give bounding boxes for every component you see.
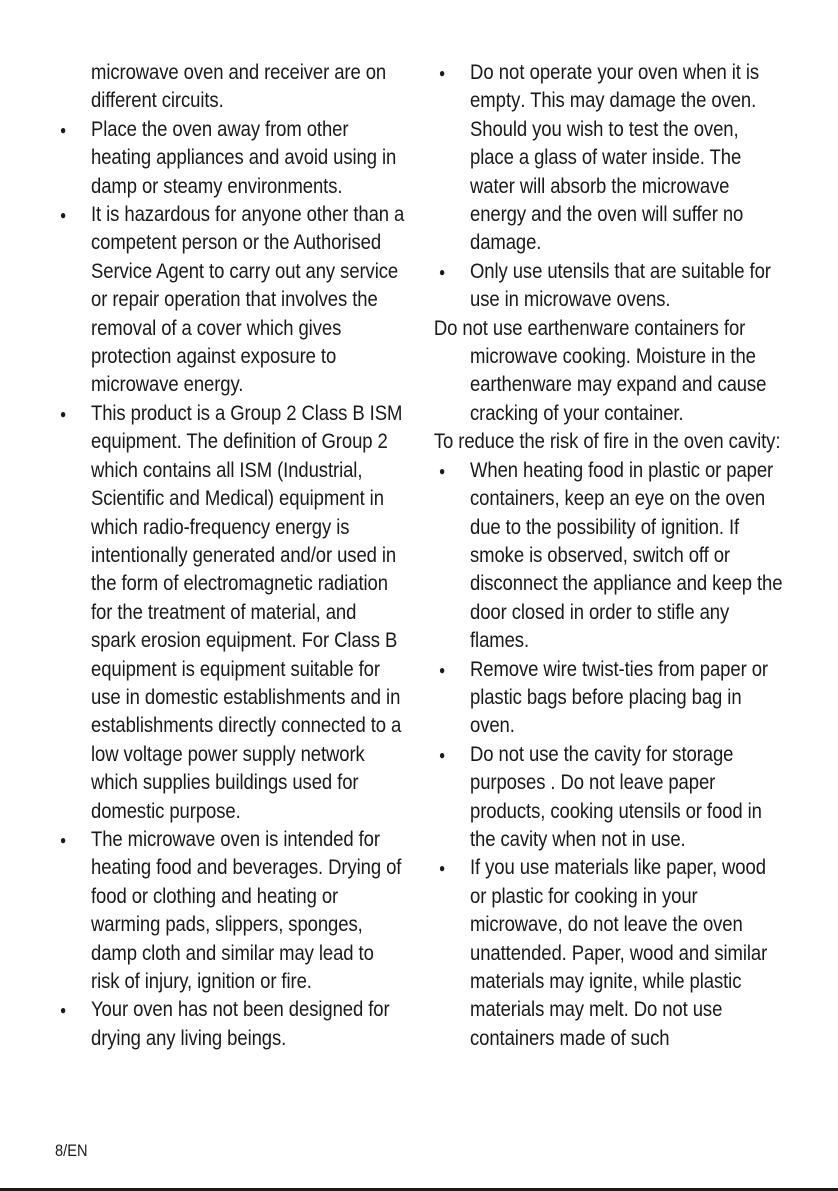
bullet-icon [60,115,70,146]
list-item [470,740,785,854]
bullet-icon [60,200,70,231]
bullet-icon [439,456,449,487]
emphasis-do-not-operate: Do not operate [470,60,593,84]
list-item-text: . This may damage the oven. Should you wish to test the oven, place a glass of water inside. The water will absorb the microwave energy and the oven will suffer no damage. [470,88,757,255]
bullet-icon [439,257,449,288]
left-column [91,58,406,1052]
list-item-text: Only use utensils that are suitable for use in microwave ovens. [470,258,771,312]
right-column [433,58,785,1052]
list-item-text: The microwave oven is intended for heating food and beverages. Drying of food or clothing and heating or warming pads, slippers, sponges, damp cloth and similar may lead to risk of injury, ignition or fire. [91,826,402,993]
bullet-icon [60,825,70,856]
fire-risk-heading: To reduce the risk of fire in the oven cavity: [433,429,781,454]
bullet-icon [439,853,449,884]
list-item [470,58,785,257]
list-item-text: Do not use the cavity for storage purposes . Do not leave paper products, cooking utensils or food in the cavity when not in use. [470,741,762,851]
emphasis-empty: empty [470,88,521,113]
paragraph-first-line: Do not use earthenware containers for [433,315,746,340]
list-item-text: Remove wire twist-ties from paper or plastic bags before placing bag in oven. [470,656,768,738]
list-item [91,995,406,1052]
list-item [470,655,785,740]
bullet-icon [60,399,70,430]
list-item-text: If you use materials like paper, wood or plastic for cooking in your microwave, do not leave the oven unattended. Paper, wood and similar materials may ignite, while plastic materials may melt. Do not use containers made of such [470,855,768,1050]
list-item-text: your oven when it is [592,60,760,84]
bullet-icon [439,58,449,89]
list-item-text: When heating food in plastic or paper containers, keep an eye on the oven due to the possibility of ignition. If smoke is observed, switch off or disconnect the appliance and keep the door closed in order to stifle any flames. [470,457,783,653]
list-item-text: Your oven has not been designed for drying any living beings. [91,997,390,1050]
list-item [91,200,406,399]
list-item [91,115,406,200]
list-item-text: Place the oven away from other heating appliances and avoid using in damp or steamy environments. [91,116,397,198]
list-item [470,456,785,655]
paragraph-continuation: microwave cooking. Moisture in the earthenware may expand and cause cracking of your container. [470,344,767,425]
list-item [470,257,785,314]
bullet-icon [439,740,449,771]
earthenware-paragraph [434,314,785,428]
bullet-icon [439,655,449,686]
continuation-text: microwave oven and receiver are on different circuits. [91,60,387,113]
page-number: 8/EN [55,1141,88,1160]
list-item-text: It is hazardous for anyone other than a competent person or the Authorised Service Agent to carry out any service or repair operation that involves the removal of a cover which gives protection against exposure to microwave energy. [91,202,405,397]
list-item [91,825,406,995]
list-item [91,399,406,825]
bullet-icon [60,995,70,1026]
list-item [470,853,785,1052]
list-item-text: This product is a Group 2 Class B ISM equipment. The definition of Group 2 which contains all ISM (Industrial, Scientific and Medical) equipment in which radio-frequency energy is intentionally generated and/or used in the form of electromagnetic radiation for the treatment of material, and spark erosion equipment. For Class B equipment is equipment suitable for use in domestic establishments and in establishments directly connected to a low voltage power supply network which supplies buildings used for domestic purpose. [91,400,403,823]
